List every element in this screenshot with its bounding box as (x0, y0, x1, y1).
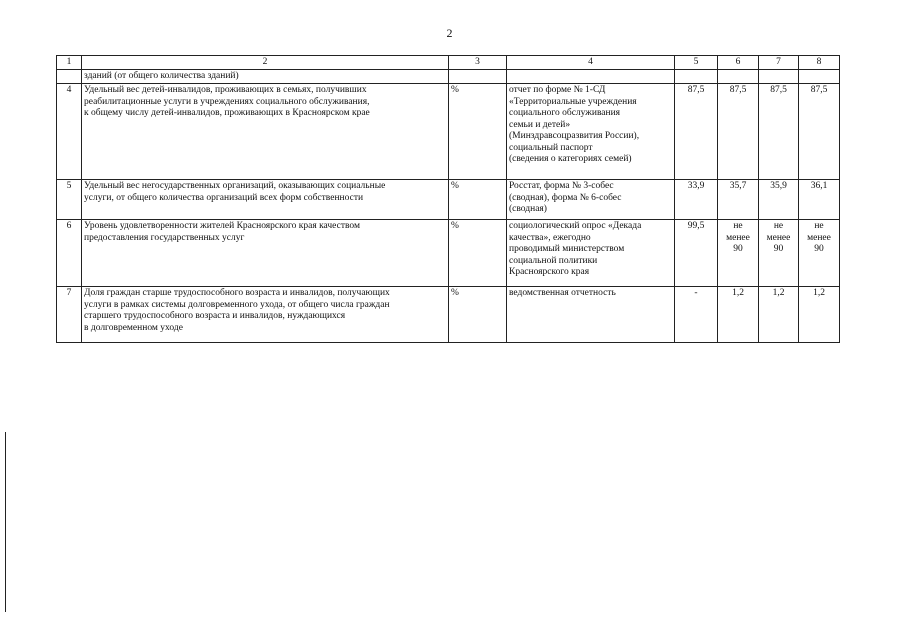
table-row (57, 220, 840, 287)
header-row (57, 56, 840, 70)
value-col-6: 87,5 (718, 84, 759, 180)
value-col-8: 87,5 (799, 84, 840, 180)
value-col-5: 33,9 (675, 180, 718, 220)
header-cell-2: 2 (82, 56, 449, 70)
value-col-7: не менее 90 (759, 220, 799, 287)
value-col-5: 99,5 (675, 220, 718, 287)
unit-cell: % (449, 287, 507, 343)
header-cell-7: 7 (759, 56, 799, 70)
continuation-num (57, 69, 82, 84)
source-cell: ведомственная отчетность (507, 287, 675, 343)
unit-cell: % (449, 84, 507, 180)
continuation-row (57, 69, 840, 84)
value-col-5: - (675, 287, 718, 343)
row-number: 6 (57, 220, 82, 287)
indicator-text: Доля граждан старше трудоспособного возраста и инвалидов, получающих услуги в рамках системы долговременного ухода, от общего числа граждан старшего трудоспособного возраста и инвалидов, нуждающихся в долговременном уходе (82, 287, 449, 343)
table-row (57, 84, 840, 180)
value-col-6: не менее 90 (718, 220, 759, 287)
indicator-text: Уровень удовлетворенности жителей Красноярского края качеством предоставления государственных услуг (82, 220, 449, 287)
unit-cell: % (449, 180, 507, 220)
page-number: 2 (446, 26, 453, 40)
continuation-v6 (718, 69, 759, 84)
value-col-7: 1,2 (759, 287, 799, 343)
continuation-source (507, 69, 675, 84)
indicator-text: Удельный вес негосударственных организаций, оказывающих социальные услуги, от общего количества организаций всех форм собственности (82, 180, 449, 220)
value-col-7: 87,5 (759, 84, 799, 180)
table-row (57, 287, 840, 343)
continuation-v7 (759, 69, 799, 84)
value-col-8: не менее 90 (799, 220, 840, 287)
table-row (57, 180, 840, 220)
continuation-v5 (675, 69, 718, 84)
row-number: 4 (57, 84, 82, 180)
value-col-6: 1,2 (718, 287, 759, 343)
source-cell: отчет по форме № 1-СД «Территориальные учреждения социального обслуживания семьи и детей» (Минздравсоцразвития России), социальный паспорт (сведения о категориях семей) (507, 84, 675, 180)
value-col-8: 1,2 (799, 287, 840, 343)
header-cell-6: 6 (718, 56, 759, 70)
indicators-table (56, 55, 840, 343)
continuation-v8 (799, 69, 840, 84)
value-col-8: 36,1 (799, 180, 840, 220)
value-col-7: 35,9 (759, 180, 799, 220)
header-cell-1: 1 (57, 56, 82, 70)
header-cell-8: 8 (799, 56, 840, 70)
value-col-6: 35,7 (718, 180, 759, 220)
source-cell: Росстат, форма № 3-собес (сводная), форма № 6-собес (сводная) (507, 180, 675, 220)
value-col-5: 87,5 (675, 84, 718, 180)
header-cell-4: 4 (507, 56, 675, 70)
scan-edge-line (5, 432, 6, 612)
unit-cell: % (449, 220, 507, 287)
continuation-indicator: зданий (от общего количества зданий) (82, 69, 449, 84)
header-cell-5: 5 (675, 56, 718, 70)
source-cell: социологический опрос «Декада качества», ежегодно проводимый министерством социальной политики Красноярского края (507, 220, 675, 287)
indicator-text: Удельный вес детей-инвалидов, проживающих в семьях, получивших реабилитационные услуги в учреждениях социального обслуживания, к общему числу детей-инвалидов, проживающих в Красноярском крае (82, 84, 449, 180)
header-cell-3: 3 (449, 56, 507, 70)
row-number: 5 (57, 180, 82, 220)
row-number: 7 (57, 287, 82, 343)
continuation-unit (449, 69, 507, 84)
